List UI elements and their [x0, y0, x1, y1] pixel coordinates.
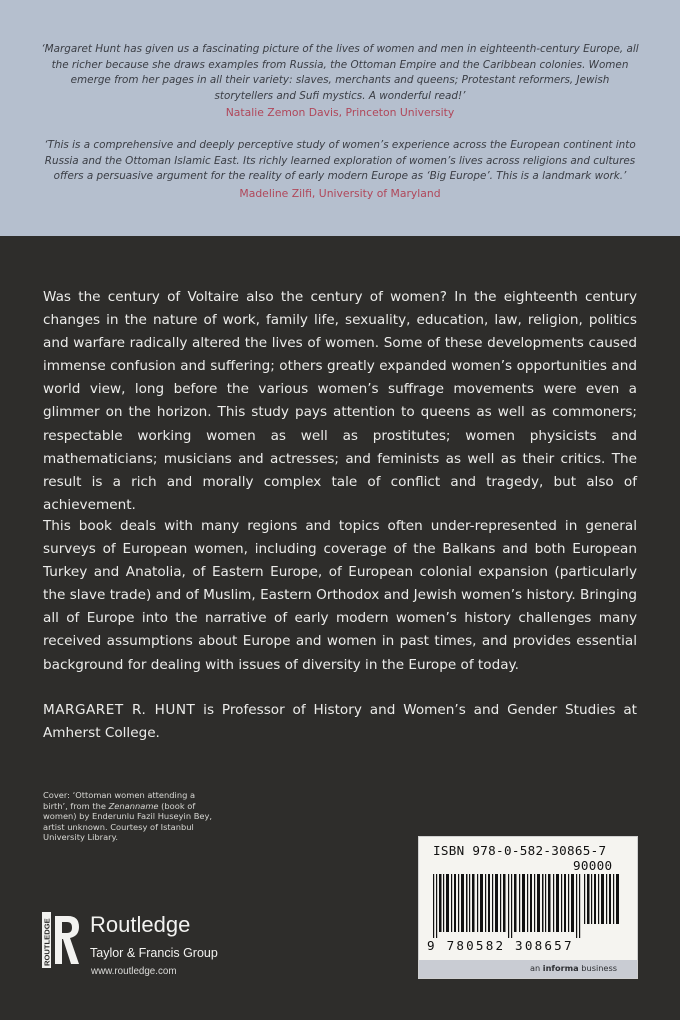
endorsement-attribution: Natalie Zemon Davis, Princeton University	[225, 106, 455, 119]
routledge-logo-icon	[42, 912, 82, 968]
endorsement-quote: ‘This is a comprehensive and deeply perceptive study of women’s experience across the European continent into Russia and the Ottoman Islamic East. Its richly learned exploration of women’s lives across religions and cultures offers a persuasive argument for the reality of early modern Europe as ‘Big Europe’. This is a landmark work.’	[44, 139, 636, 182]
price-code: 90000	[573, 858, 613, 873]
cover-credit: Cover: ‘Ottoman women attending a birth’, from the Zenanname (book of women) by Enderunlu Fazil Huseyin Bey, artist unknown. Courtesy of Istanbul University Library.	[43, 790, 213, 843]
author-bio-text: is Professor of History and Women’s and Gender Studies at Amherst College.	[43, 702, 638, 742]
barcode-icon	[433, 874, 623, 938]
publisher-name: Routledge	[90, 912, 191, 937]
author-bio	[43, 699, 637, 745]
cover-credit-title: Zenanname	[108, 800, 159, 811]
isbn-label: ISBN 978-0-582-30865-7	[433, 843, 607, 858]
blurb-paragraph: Was the century of Voltaire also the century of women? In the eighteenth century changes in the nature of work, family life, sexuality, education, law, religion, politics and warfare radically altered the lives of women. Some of these developments caused immense confusion and suffering; others greatly expanded women’s opportunities and world view, long before the various women’s suffrage movements were even a glimmer on the horizon. This study pays attention to queens as well as commoners; respectable working women as well as prostitutes; women physicists and mathematicians; musicians and actresses; and feminists as well as their critics. The result is a rich and morally complex tale of conflict and tragedy, but also of achievement.	[43, 289, 637, 513]
publisher-url[interactable]: www.routledge.com	[91, 966, 177, 977]
barcode-box	[418, 836, 638, 979]
logo-vertical-text: ROUTLEDGE	[42, 918, 52, 966]
blurb-paragraph: This book deals with many regions and topics often under-represented in general surveys of European women, including coverage of the Balkans and both European Turkey and Anatolia, of Eastern Europe, of European colonial expansion (particularly the slave trade) and of Muslim, Eastern Orthodox and Jewish women’s history. Bringing all of Europe into the narrative of early modern women’s history challenges many received assumptions about Europe and women in past times, and provides essential background for dealing with issues of diversity in the Europe of today.	[43, 518, 637, 673]
ean-number: 9 780582 308657	[427, 938, 574, 953]
endorsement-quote: ‘Margaret Hunt has given us a fascinating picture of the lives of women and men in eighteenth-century Europe, all the richer because she draws examples from Russia, the Ottoman Empire and the Caribbean colonies. Women emerge from her pages in all their variety: slaves, merchants and queens; Protestant reformers, Jewish storytellers and Sufi mystics. A wonderful read!’	[41, 43, 639, 102]
informa-strip	[419, 960, 637, 978]
endorsement-attribution: Madeline Zilfi, University of Maryland	[239, 186, 441, 200]
endorsement-2	[40, 138, 640, 201]
author-name: MARGARET R. HUNT	[43, 702, 196, 718]
informa-business: an informa business	[529, 963, 617, 973]
endorsement-1	[40, 42, 640, 121]
back-cover-body	[0, 236, 680, 1020]
endorsements-panel	[0, 0, 680, 236]
publisher-group: Taylor & Francis Group	[90, 946, 218, 960]
